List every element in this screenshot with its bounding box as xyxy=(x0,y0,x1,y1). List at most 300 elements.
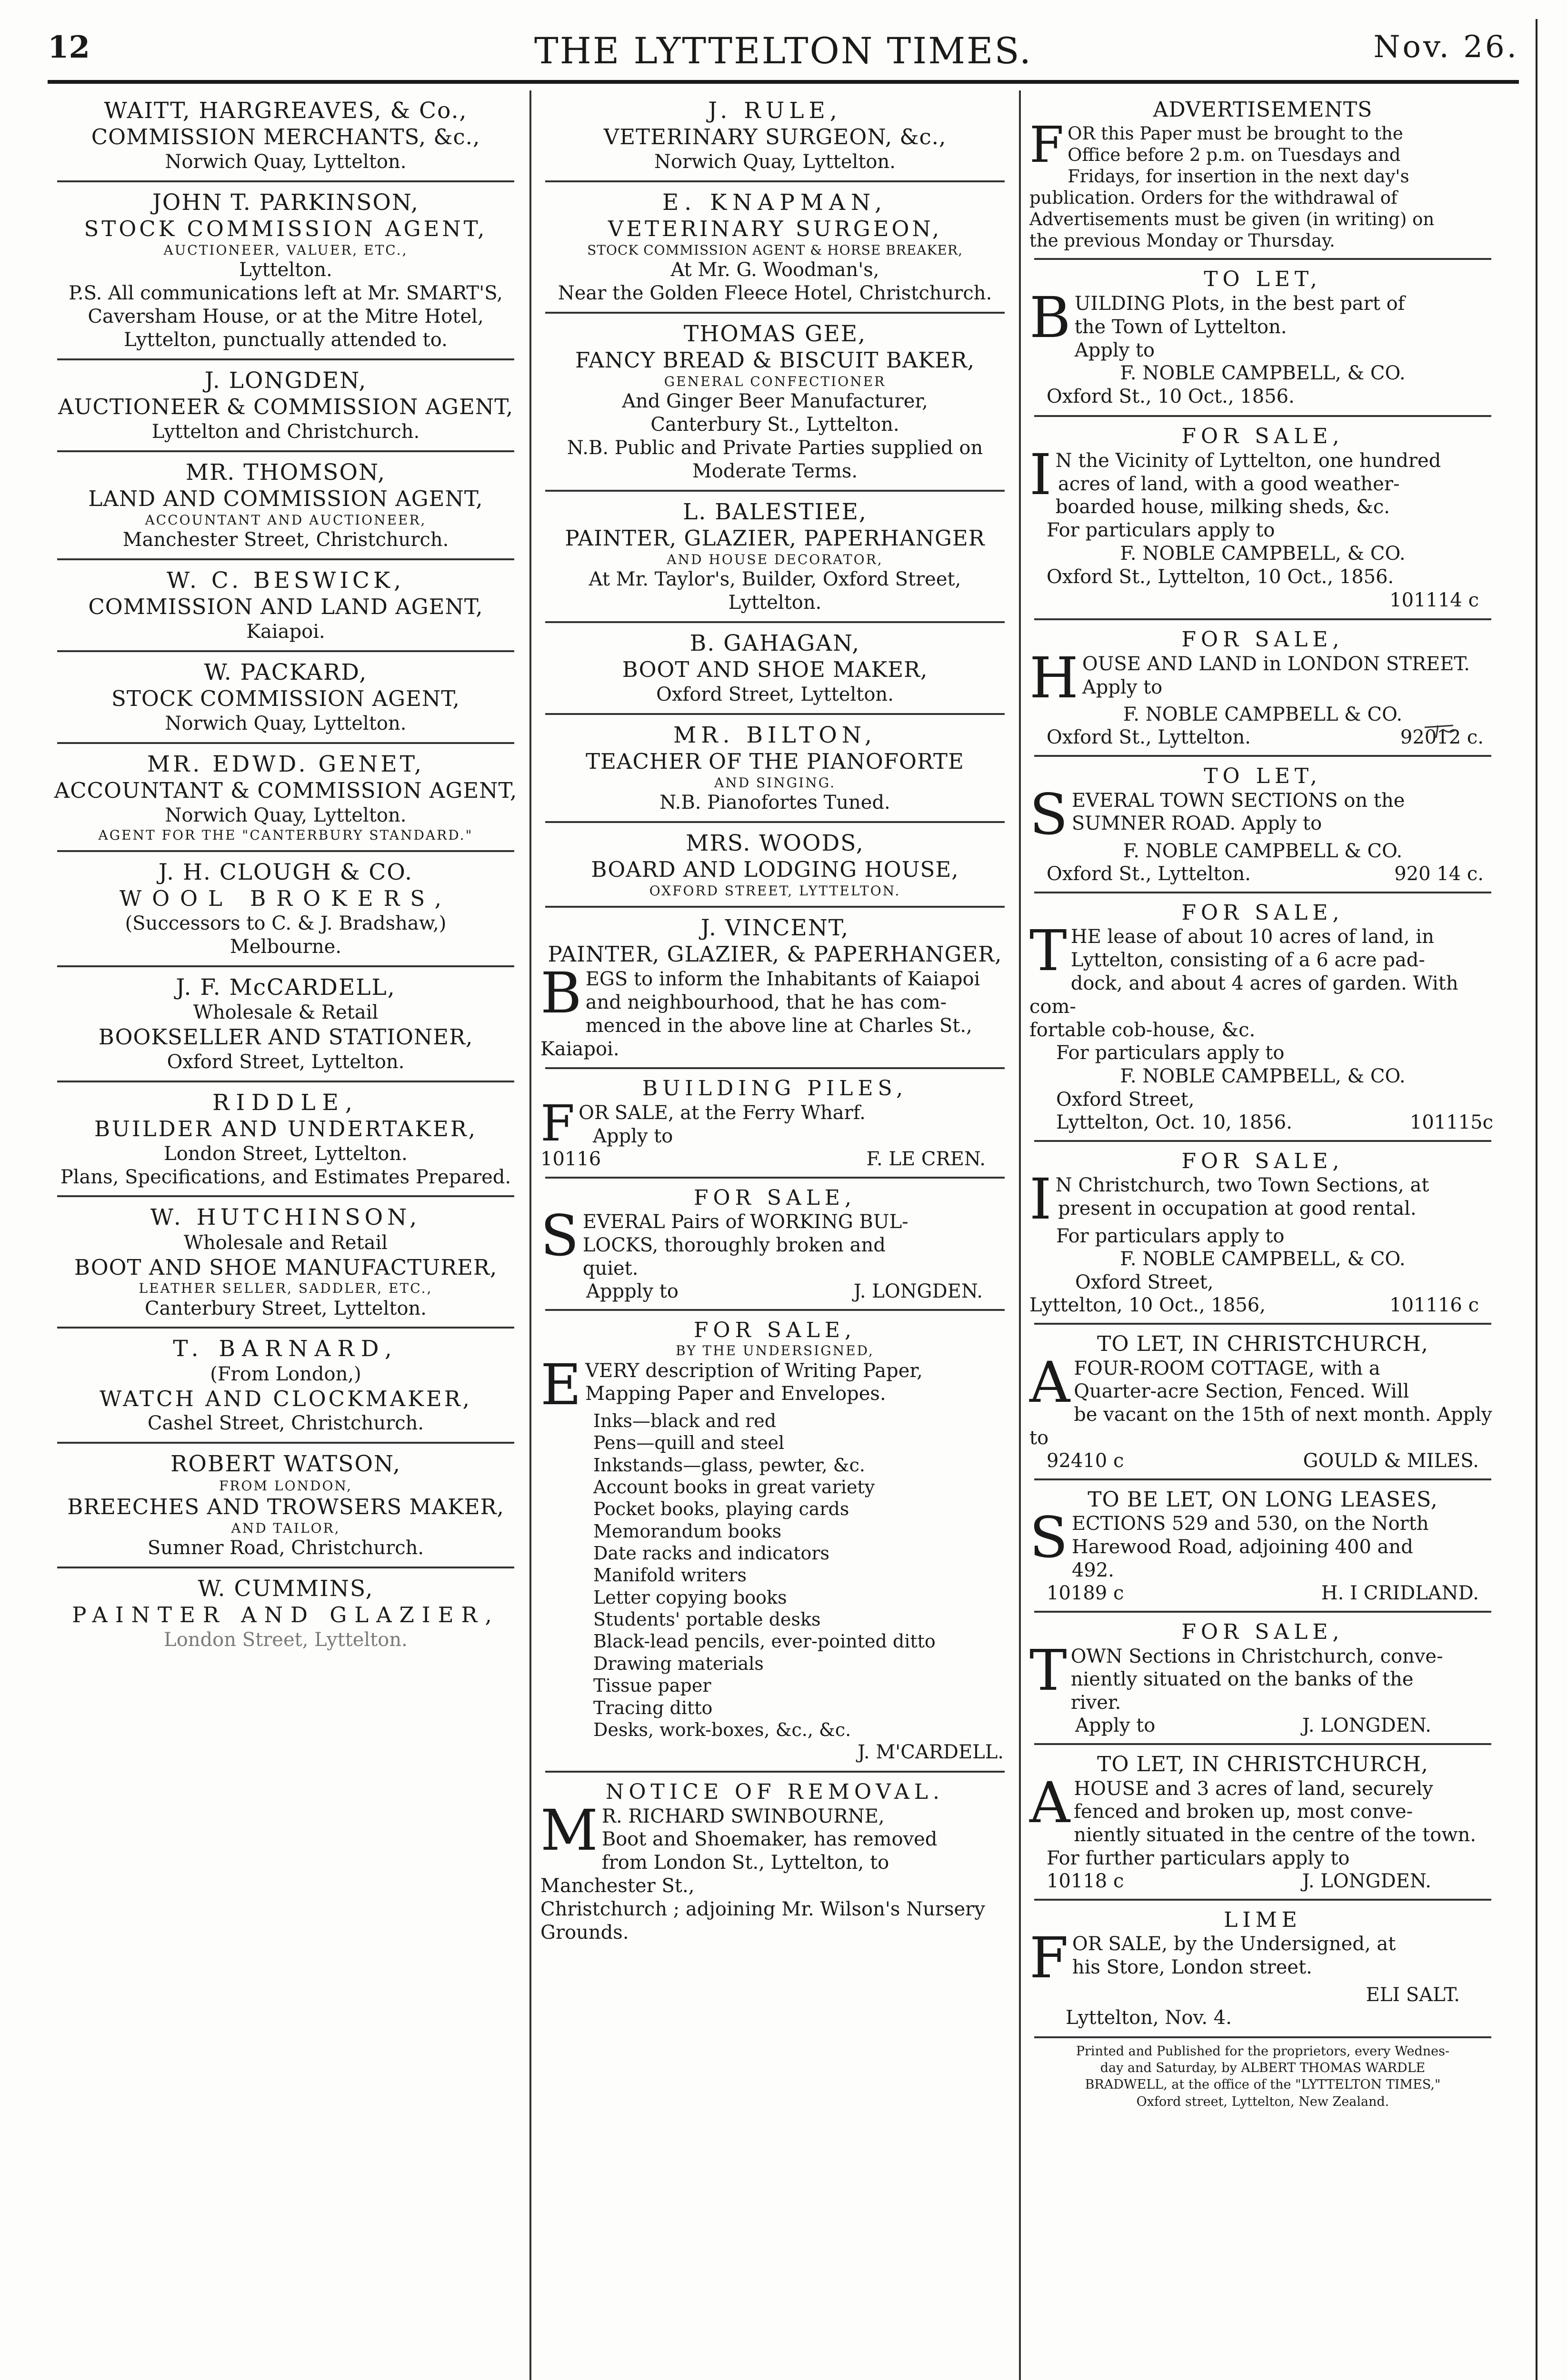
ad-address: Cashel Street, Christchurch. xyxy=(147,1412,424,1435)
ad-address: Norwich Quay, Lyttelton. xyxy=(165,151,407,173)
ad-lime xyxy=(1025,1905,1501,2032)
list-item: Manifold writers xyxy=(593,1565,747,1586)
ad-stationery xyxy=(536,1316,1014,1766)
ad-heading: ADVERTISEMENTS xyxy=(1153,98,1373,122)
ad-heading: TO LET, IN CHRISTCHURCH, xyxy=(1097,1752,1428,1776)
ad-text: publication. Orders for the withdrawal of xyxy=(1029,188,1397,208)
ad-name: B. GAHAGAN, xyxy=(689,630,860,656)
divider xyxy=(1034,1478,1491,1480)
ad-balestiee xyxy=(536,496,1014,616)
ad-body xyxy=(539,1094,1011,1153)
ad-address: Lyttelton, 10 Oct., 1856, xyxy=(1029,1294,1266,1316)
ad-text: OR this Paper must be brought to the xyxy=(1068,123,1403,144)
ad-apply: For particulars apply to xyxy=(1056,1042,1285,1064)
ad-address: Oxford Street, xyxy=(1056,1088,1195,1111)
ad-ref-number: 10189 c xyxy=(1047,1582,1124,1604)
ad-subtitle: AND SINGING. xyxy=(714,774,836,791)
ad-trade: COMMISSION MERCHANTS, &c., xyxy=(91,124,480,150)
drop-cap: E xyxy=(540,1351,582,1418)
ad-text: from London St., Lyttelton, to Manchester St., xyxy=(540,1852,889,1897)
list-item: Letter copying books xyxy=(593,1587,787,1608)
list-item: Tissue paper xyxy=(593,1675,711,1696)
ad-apply: Appply to xyxy=(586,1280,679,1302)
ad-body xyxy=(1028,1166,1498,1232)
ad-footer xyxy=(539,1280,1011,1302)
divider xyxy=(57,450,514,452)
ad-genet xyxy=(48,749,524,845)
ad-text: boarded house, milking sheds, &c. xyxy=(1055,496,1390,518)
ad-address: Lyttelton and Christchurch. xyxy=(151,420,420,443)
drop-cap: S xyxy=(1029,781,1068,847)
ad-name: W. CUMMINS, xyxy=(198,1575,374,1602)
divider xyxy=(1034,755,1491,757)
ad-subtitle: AND TAILOR, xyxy=(231,1520,340,1536)
ad-signature: F. NOBLE CAMPBELL & CO. xyxy=(1123,840,1403,862)
ad-subtitle: ACCOUNTANT AND AUCTIONEER, xyxy=(145,512,427,528)
ad-note: N.B. Public and Private Parties supplied on xyxy=(567,436,983,459)
ad-text: dock, and about 4 acres of garden. With com- xyxy=(1029,972,1458,1018)
divider xyxy=(57,1442,514,1444)
ad-longden xyxy=(48,365,524,446)
ad-apply: For particulars apply to xyxy=(1056,1225,1285,1247)
ad-text: EGS to inform the Inhabitants of Kaiapoi xyxy=(585,968,980,991)
ad-text: Christchurch ; adjoining Mr. Wilson's Nursery xyxy=(540,1898,985,1920)
ad-signature: GOULD & MILES. xyxy=(1303,1449,1479,1472)
ad-address: Kaiapoi. xyxy=(246,620,325,643)
divider xyxy=(545,312,1005,314)
ad-ref-number: 101116 c xyxy=(1389,1294,1479,1316)
divider xyxy=(545,1309,1005,1311)
ad-text: N the Vicinity of Lyttelton, one hundred xyxy=(1055,449,1441,472)
ad-footer xyxy=(1028,1450,1498,1472)
ad-gahagan xyxy=(536,628,1014,708)
newspaper-title: THE LYTTELTON TIMES. xyxy=(534,30,1033,72)
ad-for-sale-christchurch-sections xyxy=(1025,1147,1501,1318)
drop-cap: F xyxy=(1029,115,1064,174)
column-3 xyxy=(1025,95,1501,2380)
divider xyxy=(545,1771,1005,1773)
ad-trade: WATCH AND CLOCKMAKER, xyxy=(100,1386,472,1411)
ad-beswick xyxy=(48,565,524,645)
page-edge-rule xyxy=(1536,19,1537,2380)
ad-heading: FOR SALE, xyxy=(1181,1149,1344,1173)
ad-heading: FOR SALE, xyxy=(1181,627,1344,652)
ad-date: Lyttelton, Nov. 4. xyxy=(1066,2007,1232,2029)
ad-address: Oxford St., Lyttelton, 10 Oct., 1856. xyxy=(1047,565,1394,588)
divider xyxy=(545,713,1005,715)
drop-cap: B xyxy=(1029,285,1071,351)
page-number: 12 xyxy=(48,30,90,65)
ad-ref-number: 920 14 c. xyxy=(1394,863,1484,885)
ad-name: W. C. BESWICK, xyxy=(166,567,405,594)
ad-bullocks xyxy=(536,1183,1014,1304)
divider xyxy=(57,358,514,360)
imprint-line: Oxford street, Lyttelton, New Zealand. xyxy=(1136,2094,1389,2109)
ad-heading: FOR SALE, xyxy=(1181,900,1344,925)
ad-address: London Street, Lyttelton. xyxy=(164,1142,408,1165)
ad-heading: FOR SALE, xyxy=(694,1318,856,1342)
divider xyxy=(545,621,1005,623)
ad-trade: BOOT AND SHOE MANUFACTURER, xyxy=(74,1254,498,1280)
ad-trade: TEACHER OF THE PIANOFORTE xyxy=(586,748,964,774)
ad-text: VERY description of Writing Paper, xyxy=(585,1359,923,1382)
list-item: Inks—black and red xyxy=(593,1410,777,1431)
ad-apply: Apply to xyxy=(1082,676,1163,698)
ad-for-sale-lease xyxy=(1025,898,1501,1135)
column-rule-2 xyxy=(1019,90,1021,2380)
ad-barnard xyxy=(48,1333,524,1437)
ad-name: JOHN T. PARKINSON, xyxy=(152,189,419,216)
ad-subtitle: BY THE UNDERSIGNED, xyxy=(676,1343,874,1359)
ad-text: SUMNER ROAD. Apply to xyxy=(1071,813,1322,835)
ad-address: Norwich Quay, Lyttelton. xyxy=(654,151,896,173)
ad-apply: For particulars apply to xyxy=(1047,519,1275,542)
ad-text: OUSE AND LAND in LONDON STREET. xyxy=(1082,653,1470,675)
ad-body xyxy=(539,1797,1011,1944)
ad-knapman xyxy=(536,187,1014,307)
ad-bilton xyxy=(536,720,1014,816)
ad-text: niently situated on the banks of the xyxy=(1070,1668,1414,1691)
ad-text: EVERAL Pairs of WORKING BUL- xyxy=(582,1211,908,1233)
ad-name: MR. EDWD. GENET, xyxy=(147,751,425,777)
ad-riddle xyxy=(48,1087,524,1191)
ad-note: Plans, Specifications, and Estimates Prepared. xyxy=(60,1166,511,1188)
ad-ref-number: 92012 c. xyxy=(1400,726,1484,748)
ad-heading: FOR SALE, xyxy=(694,1185,856,1210)
ad-subtitle: AND HOUSE DECORATOR, xyxy=(667,551,883,567)
ad-body xyxy=(1028,1349,1498,1450)
ad-heading: FOR SALE, xyxy=(1181,424,1344,449)
ad-body xyxy=(1028,781,1498,847)
list-item: Desks, work-boxes, &c., &c. xyxy=(593,1719,851,1740)
header-rule xyxy=(48,80,1519,84)
divider xyxy=(1034,258,1491,260)
ad-text: and neighbourhood, that he has com- xyxy=(585,992,947,1014)
handwritten-mark-icon xyxy=(1424,724,1457,740)
ad-address: Oxford St., Lyttelton. xyxy=(1047,726,1251,748)
ad-body xyxy=(1028,1769,1498,1847)
ad-name: T. BARNARD, xyxy=(173,1336,399,1362)
ad-text: R. RICHARD SWINBOURNE, xyxy=(601,1805,885,1827)
ad-cummins xyxy=(48,1573,524,1654)
ad-watson xyxy=(48,1448,524,1561)
ad-address: Near the Golden Fleece Hotel, Christchurch. xyxy=(558,282,992,305)
ad-text: Grounds. xyxy=(540,1921,629,1944)
drop-cap: A xyxy=(1029,1769,1070,1835)
imprint-line: day and Saturday, by ALBERT THOMAS WARDLE xyxy=(1100,2061,1426,2076)
ad-footer xyxy=(1028,863,1498,885)
ad-woods xyxy=(536,828,1014,901)
ad-body xyxy=(1028,285,1498,362)
list-item: Pocket books, playing cards xyxy=(593,1498,849,1520)
ad-address: Canterbury St., Lyttelton. xyxy=(650,414,899,436)
ad-name: J. RULE, xyxy=(708,98,842,124)
ad-note: N.B. Pianofortes Tuned. xyxy=(659,791,890,813)
drop-cap: B xyxy=(540,960,582,1026)
ad-trade: WOOL BROKERS, xyxy=(120,886,452,912)
ad-address: Lyttelton. xyxy=(239,259,332,281)
ad-text: menced in the above line at Charles St., xyxy=(585,1014,972,1037)
ad-trade: STOCK COMMISSION AGENT, xyxy=(84,216,488,242)
ad-text: acres of land, with a good weather- xyxy=(1058,473,1400,495)
ad-footer xyxy=(1028,1111,1498,1133)
ad-ref-number: 10118 c xyxy=(1047,1870,1124,1892)
divider xyxy=(57,742,514,744)
list-item: Pens—quill and steel xyxy=(593,1432,785,1454)
ad-text: OWN Sections in Christchurch, conve- xyxy=(1070,1645,1443,1667)
ad-subtitle: AUCTIONEER, VALUER, ETC., xyxy=(163,242,408,258)
ad-body xyxy=(1028,918,1498,1041)
ad-address: Sumner Road, Christchurch. xyxy=(147,1537,424,1559)
ad-note: Caversham House, or at the Mitre Hotel, xyxy=(88,305,484,327)
ad-text: Kaiapoi. xyxy=(540,1038,619,1060)
imprint-line: Printed and Published for the proprietors, every Wednes- xyxy=(1076,2044,1450,2059)
ad-name: MR. THOMSON, xyxy=(185,459,386,486)
ad-text: Mapping Paper and Envelopes. xyxy=(585,1383,886,1405)
ad-body xyxy=(539,1203,1011,1280)
ad-address: At Mr. G. Woodman's, xyxy=(670,259,879,281)
ad-for-sale-town-sections xyxy=(1025,1617,1501,1738)
drop-cap: F xyxy=(1029,1925,1068,1991)
ad-trade: BOARD AND LODGING HOUSE, xyxy=(591,857,959,883)
ad-text: Office before 2 p.m. on Tuesdays and xyxy=(1068,144,1401,165)
ad-name: J. LONGDEN, xyxy=(204,367,367,394)
ad-text: 492. xyxy=(1071,1559,1114,1582)
list-item: Drawing materials xyxy=(593,1653,764,1674)
divider xyxy=(1034,415,1491,417)
ad-ref-number: 101114 c xyxy=(1389,589,1479,611)
ad-heading: NOTICE OF REMOVAL. xyxy=(605,1780,945,1805)
ad-trade: AUCTIONEER & COMMISSION AGENT, xyxy=(58,394,513,419)
list-item: Date racks and indicators xyxy=(593,1542,830,1564)
ad-footer xyxy=(539,1148,1011,1170)
ad-text: Advertisements must be given (in writing) on xyxy=(1029,209,1435,230)
ad-body xyxy=(1028,441,1498,519)
ad-address: Lyttelton, Oct. 10, 1856. xyxy=(1056,1111,1292,1133)
ad-footer xyxy=(1028,1582,1498,1604)
ad-apply: Apply to xyxy=(1074,339,1155,361)
ad-text: HE lease of about 10 acres of land, in xyxy=(1070,926,1434,948)
ad-address: Oxford Street, Lyttelton. xyxy=(656,683,894,705)
ad-for-sale-lyttelton-land xyxy=(1025,422,1501,614)
ad-text: the previous Monday or Thursday. xyxy=(1029,230,1335,251)
ad-subtitle: AGENT FOR THE "CANTERBURY STANDARD." xyxy=(98,827,473,843)
divider xyxy=(1034,1611,1491,1613)
ad-name: J. F. McCARDELL, xyxy=(176,974,396,1001)
divider xyxy=(545,906,1005,908)
ad-name: W. PACKARD, xyxy=(204,659,368,685)
ad-ref-number: 101115c xyxy=(1409,1111,1493,1133)
ad-body xyxy=(1028,1505,1498,1582)
ad-signature: J. M'CARDELL. xyxy=(857,1741,1004,1764)
ad-address: Canterbury Street, Lyttelton. xyxy=(144,1297,427,1319)
ad-text: his Store, London street. xyxy=(1072,1956,1312,1979)
ad-text: Quarter-acre Section, Fenced. Will xyxy=(1074,1380,1409,1403)
ad-text: Boot and Shoemaker, has removed xyxy=(601,1828,938,1851)
divider xyxy=(1034,618,1491,620)
ad-note: P.S. All communications left at Mr. SMART'S, xyxy=(69,282,503,305)
ad-name: MR. BILTON, xyxy=(673,722,877,748)
ad-name: E. KNAPMAN, xyxy=(662,189,888,216)
ad-trade: PAINTER, GLAZIER, PAPERHANGER xyxy=(565,525,985,551)
ad-address: Norwich Quay, Lyttelton. xyxy=(165,713,407,734)
ad-text: UILDING Plots, in the best part of xyxy=(1074,293,1405,315)
drop-cap: S xyxy=(540,1203,579,1269)
ad-text: Fridays, for insertion in the next day's xyxy=(1068,166,1409,187)
ad-trade: BOOT AND SHOE MAKER, xyxy=(622,656,928,682)
ad-heading: TO BE LET, ON LONG LEASES, xyxy=(1088,1487,1438,1512)
drop-cap: T xyxy=(1029,918,1067,984)
ad-address: Oxford St., Lyttelton. xyxy=(1047,863,1251,885)
ad-subtitle: GENERAL CONFECTIONER xyxy=(664,374,886,390)
ad-heading: FOR SALE, xyxy=(1181,1619,1344,1644)
ad-signature: F. NOBLE CAMPBELL, & CO. xyxy=(1120,1248,1406,1270)
ad-heading: BUILDING PILES, xyxy=(642,1076,908,1101)
ad-ref-number: 10116 xyxy=(540,1148,601,1170)
ad-name: L. BALESTIEE, xyxy=(683,498,867,525)
ad-name: RIDDLE, xyxy=(212,1089,359,1116)
printer-imprint xyxy=(1025,2043,1501,2110)
ad-subtitle: Wholesale & Retail xyxy=(193,1002,379,1024)
ad-address: Oxford Street, xyxy=(1075,1271,1214,1294)
ad-text: N Christchurch, two Town Sections, at xyxy=(1055,1174,1429,1197)
drop-cap: T xyxy=(1029,1637,1067,1703)
ad-trade: COMMISSION AND LAND AGENT, xyxy=(88,594,483,620)
ad-name: ROBERT WATSON, xyxy=(170,1451,401,1478)
ad-body xyxy=(1028,1925,1498,1991)
ad-footer xyxy=(1028,1294,1498,1316)
ad-vincent xyxy=(536,912,1014,1062)
divider xyxy=(1034,2036,1491,2038)
column-2 xyxy=(536,95,1014,2380)
ad-text: OR SALE, at the Ferry Wharf. xyxy=(579,1102,866,1124)
ad-text: LOCKS, thoroughly broken and xyxy=(582,1234,886,1257)
ad-apply: For further particulars apply to xyxy=(1047,1847,1350,1869)
ad-mccardell xyxy=(48,972,524,1076)
ad-subtitle: LEATHER SELLER, SADDLER, ETC., xyxy=(139,1280,433,1297)
ad-signature: F. NOBLE CAMPBELL & CO. xyxy=(1123,704,1403,726)
ad-trade: BREECHES AND TROWSERS MAKER, xyxy=(67,1494,504,1519)
ad-trade: PAINTER, GLAZIER, & PAPERHANGER, xyxy=(548,942,1002,967)
issue-date: Nov. 26. xyxy=(1373,30,1519,65)
ad-body xyxy=(1028,645,1498,711)
drop-cap: A xyxy=(1029,1349,1070,1415)
ad-packard xyxy=(48,657,524,737)
ad-note: Lyttelton, punctually attended to. xyxy=(124,328,448,351)
ad-trade: VETERINARY SURGEON, xyxy=(608,216,942,242)
ad-to-let-town-sections xyxy=(1025,762,1501,887)
ad-signature: J. LONGDEN. xyxy=(1302,1870,1431,1892)
ad-thomson xyxy=(48,457,524,554)
ad-name: J. H. CLOUGH & CO. xyxy=(158,859,413,885)
ad-subtitle: OXFORD STREET, LYTTELTON. xyxy=(649,883,901,899)
list-item: Black-lead pencils, ever-pointed ditto xyxy=(593,1631,936,1652)
ad-signature: H. I CRIDLAND. xyxy=(1321,1582,1479,1604)
ad-notice-of-removal xyxy=(536,1777,1014,1946)
divider xyxy=(57,558,514,560)
divider xyxy=(1034,1743,1491,1745)
ad-text: HOUSE and 3 acres of land, securely xyxy=(1074,1777,1433,1800)
list-item: Memorandum books xyxy=(593,1520,782,1542)
ad-heading: TO LET, IN CHRISTCHURCH, xyxy=(1097,1331,1428,1356)
ad-trade: BUILDER AND UNDERTAKER, xyxy=(94,1116,478,1141)
ad-name: MRS. WOODS, xyxy=(686,830,864,856)
ad-name: J. VINCENT, xyxy=(700,915,849,942)
divider xyxy=(57,1327,514,1329)
ad-rule xyxy=(536,95,1014,176)
list-item: Tracing ditto xyxy=(593,1697,713,1718)
ad-address: Norwich Quay, Lyttelton. xyxy=(165,804,407,827)
ad-subtitle: Wholesale and Retail xyxy=(183,1231,388,1254)
ad-trade: STOCK COMMISSION AGENT, xyxy=(111,686,460,712)
divider xyxy=(545,1177,1005,1179)
divider xyxy=(57,965,514,967)
ad-building-piles xyxy=(536,1074,1014,1171)
ad-text: fortable cob-house, &c. xyxy=(1029,1019,1256,1041)
ad-parkinson xyxy=(48,187,524,354)
ad-address: Oxford St., 10 Oct., 1856. xyxy=(1047,386,1295,408)
ad-text: present in occupation at good rental. xyxy=(1058,1198,1417,1220)
ad-name: WAITT, HARGREAVES, & Co., xyxy=(104,98,468,124)
list-item: Students' portable desks xyxy=(593,1609,821,1630)
ad-text: quiet. xyxy=(582,1258,639,1280)
ad-text: the Town of Lyttelton. xyxy=(1074,316,1287,338)
ad-hutchinson xyxy=(48,1202,524,1322)
ad-text: be vacant on the 15th of next month. Apply to xyxy=(1029,1404,1492,1449)
ad-signature: J. LONGDEN. xyxy=(1302,1714,1431,1736)
ad-gee xyxy=(536,318,1014,485)
ad-to-let-cottage xyxy=(1025,1329,1501,1474)
ad-footer xyxy=(1028,1715,1498,1736)
ad-text: FOUR-ROOM COTTAGE, with a xyxy=(1074,1357,1380,1379)
ad-signature: F. NOBLE CAMPBELL, & CO. xyxy=(1120,362,1406,385)
divider xyxy=(57,650,514,652)
ad-heading: LIME xyxy=(1224,1907,1302,1932)
ad-trade: PAINTER AND GLAZIER, xyxy=(72,1602,499,1627)
column-rule-1 xyxy=(529,90,531,2380)
ad-name: THOMAS GEE, xyxy=(683,320,867,347)
divider xyxy=(1034,892,1491,893)
ad-text: ECTIONS 529 and 530, on the North xyxy=(1071,1513,1429,1535)
page-header xyxy=(48,30,1519,87)
ad-address: Lyttelton. xyxy=(728,591,822,614)
ad-body xyxy=(539,960,1011,1061)
ad-address: Manchester Street, Christchurch. xyxy=(122,528,449,551)
ad-clough xyxy=(48,857,524,961)
ad-heading: TO LET, xyxy=(1204,764,1322,788)
divider xyxy=(57,1567,514,1568)
drop-cap: H xyxy=(1029,645,1078,711)
ad-address: And Ginger Beer Manufacturer, xyxy=(622,390,928,413)
stationery-list xyxy=(539,1410,1011,1741)
ad-apply: Apply to xyxy=(1075,1714,1156,1736)
drop-cap: M xyxy=(540,1797,598,1863)
ad-ref-number: 92410 c xyxy=(1047,1449,1124,1472)
drop-cap: I xyxy=(1029,441,1052,507)
ad-trade: LAND AND COMMISSION AGENT, xyxy=(88,486,483,511)
divider xyxy=(57,180,514,182)
ad-trade: BOOKSELLER AND STATIONER, xyxy=(98,1024,473,1050)
ad-signature: F. NOBLE CAMPBELL, & CO. xyxy=(1120,542,1406,565)
divider xyxy=(1034,1323,1491,1325)
divider xyxy=(545,1067,1005,1069)
ad-text: river. xyxy=(1070,1692,1121,1714)
divider xyxy=(57,850,514,852)
ad-to-let-building-plots xyxy=(1025,265,1501,410)
divider xyxy=(57,1081,514,1082)
ad-town: Melbourne. xyxy=(230,935,342,958)
divider xyxy=(57,1195,514,1197)
